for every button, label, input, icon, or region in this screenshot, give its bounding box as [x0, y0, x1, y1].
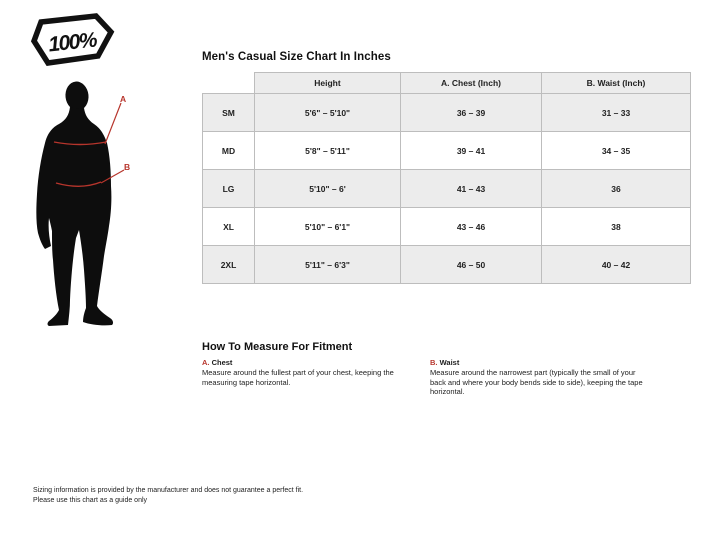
header-cell-chest: A. Chest (Inch) [401, 73, 542, 94]
chest-cell: 39 – 41 [401, 132, 542, 170]
chest-cell: 43 – 46 [401, 208, 542, 246]
measure-waist-title [430, 358, 644, 367]
waist-cell: 40 – 42 [542, 246, 691, 284]
measure-waist-prefix: B. [430, 358, 438, 367]
male-silhouette-figure [25, 80, 145, 330]
measure-heading: How To Measure For Fitment [202, 341, 353, 353]
silhouette-head [64, 80, 90, 111]
logo-text: 100% [47, 28, 98, 57]
waist-cell: 36 [542, 170, 691, 208]
table-row [203, 132, 691, 170]
height-cell: 5'8" – 5'11" [255, 132, 401, 170]
chest-cell: 41 – 43 [401, 170, 542, 208]
header-cell-waist: B. Waist (Inch) [542, 73, 691, 94]
table-row [203, 246, 691, 284]
size-cell: 2XL [203, 246, 255, 284]
table-row [203, 94, 691, 132]
disclaimer-line-2: Please use this chart as a guide only [33, 496, 148, 504]
size-cell: SM [203, 94, 255, 132]
chest-cell: 46 – 50 [401, 246, 542, 284]
page-title: Men's Casual Size Chart In Inches [202, 51, 391, 63]
waist-label-b: B [124, 162, 131, 172]
waist-cell: 34 – 35 [542, 132, 691, 170]
chest-callout-line [105, 103, 121, 144]
header-cell-height: Height [255, 73, 401, 94]
table-header-row [203, 73, 691, 94]
chest-cell: 36 – 39 [401, 94, 542, 132]
height-cell: 5'6" – 5'10" [255, 94, 401, 132]
size-table [202, 72, 691, 284]
measure-chest-title [202, 358, 416, 367]
silhouette-body [36, 107, 113, 326]
size-cell: LG [203, 170, 255, 208]
measure-chest-block [202, 358, 416, 387]
header-cell-blank [203, 73, 255, 94]
height-cell: 5'10" – 6' [255, 170, 401, 208]
measure-waist-text: Measure around the narrowest part (typically the small of your back and where your body bends side to side), keeping the tape horizontal. [430, 368, 643, 397]
height-cell: 5'10" – 6'1" [255, 208, 401, 246]
measure-waist-title-text: Waist [439, 358, 460, 367]
chest-label-a: A [120, 94, 127, 104]
waist-cell: 31 – 33 [542, 94, 691, 132]
size-cell: MD [203, 132, 255, 170]
height-cell: 5'11" – 6'3" [255, 246, 401, 284]
brand-logo [25, 10, 125, 70]
table-row [203, 170, 691, 208]
disclaimer-line-1: Sizing information is provided by the manufacturer and does not guarantee a perfect fit. [33, 487, 304, 494]
silhouette-svg [25, 80, 145, 330]
waist-cell: 38 [542, 208, 691, 246]
measure-chest-text: Measure around the fullest part of your chest, keeping the measuring tape horizontal. [202, 368, 394, 387]
size-cell: XL [203, 208, 255, 246]
table-row [203, 208, 691, 246]
disclaimer [33, 486, 303, 506]
measure-chest-prefix: A. [202, 358, 210, 367]
measure-waist-block [430, 358, 644, 397]
measure-chest-title-text: Chest [211, 358, 233, 367]
logo-hexagon-icon [25, 10, 125, 70]
